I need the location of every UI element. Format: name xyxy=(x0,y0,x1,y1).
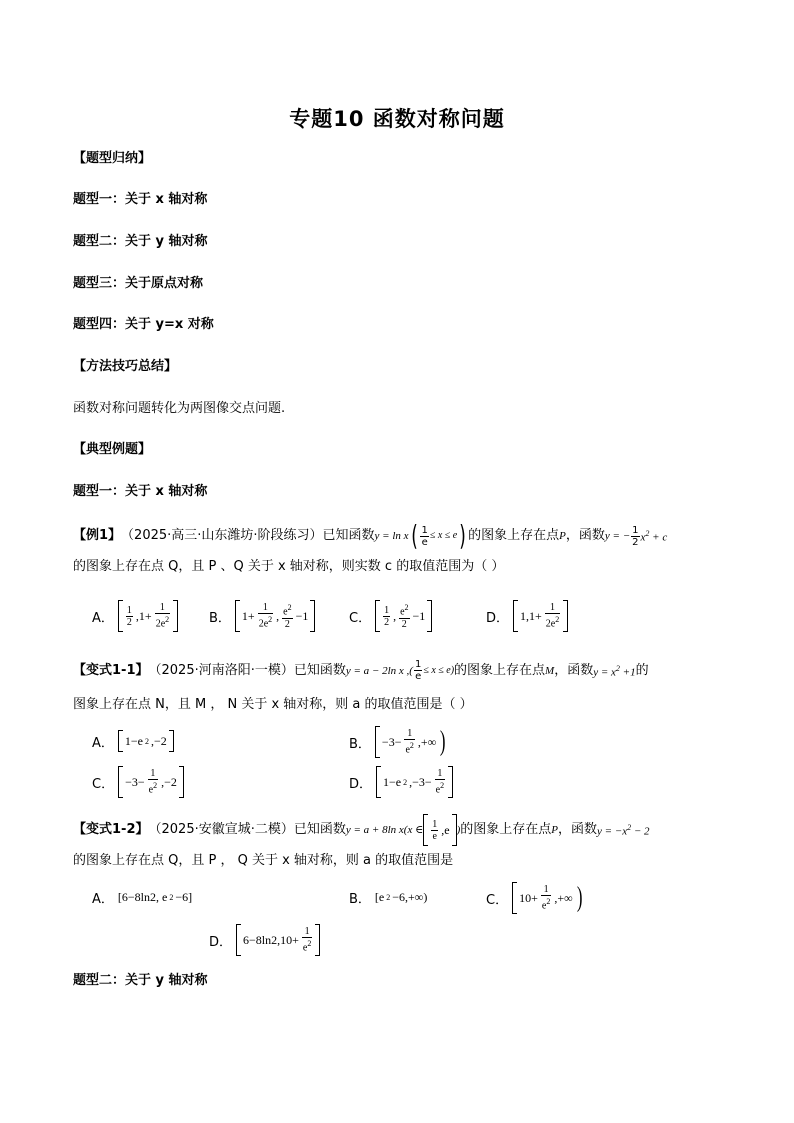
variant11-text-a: 已知函数 xyxy=(293,662,346,678)
option-interval: −3− $\frac{1}{e^2}$ ,+∞ ) xyxy=(375,726,448,758)
option-label: C． xyxy=(349,610,372,626)
example1-text-c: ，函数 xyxy=(565,528,605,543)
example1-option-b[interactable] xyxy=(209,600,315,632)
option-label: A． xyxy=(92,735,114,751)
variant12-option-a[interactable] xyxy=(92,888,192,907)
type-item-3: 题型三：关于原点对称 xyxy=(73,276,204,291)
paren-right: ) xyxy=(459,519,466,552)
variant12-line2: 的图象上存在点 Q，且 P ， Q 关于 x 轴对称，则 a 的取值范围是 xyxy=(73,853,454,868)
option-label: D． xyxy=(209,934,233,950)
option-label: C． xyxy=(486,892,509,908)
option-label: A． xyxy=(92,892,114,907)
example1-line1 xyxy=(73,519,668,552)
type-item-4: 题型四：关于 y=x 对称 xyxy=(73,317,214,332)
example1-option-c[interactable] xyxy=(349,600,432,632)
type-item-1: 题型一：关于 x 轴对称 xyxy=(73,192,208,207)
option-label: B． xyxy=(209,610,231,626)
example1-option-d[interactable] xyxy=(486,600,568,632)
fraction: $\frac{1}{e}$ xyxy=(414,659,422,682)
variant11-option-b[interactable] xyxy=(349,726,448,758)
example1-tag: 【例1】 xyxy=(73,528,122,543)
option-label: A． xyxy=(92,610,114,626)
variant11-option-a[interactable] xyxy=(92,730,174,752)
section-method-heading: 【方法技巧总结】 xyxy=(73,359,178,374)
domain-interval: $\frac{1}{e}$ ,e xyxy=(423,814,456,846)
example1-formula-2b: $x^2 + c$ xyxy=(640,529,668,544)
point-p: P xyxy=(551,824,558,836)
option-interval: 1,1+ $\frac{1}{2e^2}$ xyxy=(513,600,568,632)
option-interval: 1+ $\frac{1}{2e^2}$ , $\frac{e^2}{2}$ −1 xyxy=(235,600,315,632)
variant11-option-d[interactable] xyxy=(349,766,453,798)
variant11-formula-1: y = a − 2ln x ,( xyxy=(345,664,413,677)
variant11-text-d: 的 xyxy=(635,662,649,678)
option-label: D． xyxy=(486,610,510,626)
variant11-line1 xyxy=(73,659,649,682)
variant11-line2: 图象上存在点 N，且 M ， N 关于 x 轴对称，则 a 的取值范围是（ ） xyxy=(73,697,473,712)
fraction: $\frac{1}{e}$ xyxy=(421,524,428,548)
example1-source: （2025·高三·山东潍坊·阶段练习） xyxy=(121,528,323,543)
example1-line2: 的图象上存在点 Q，且 P 、Q 关于 x 轴对称，则实数 c 的取值范围为（ ） xyxy=(73,559,505,574)
example1-text-b: 的图象上存在点 xyxy=(468,528,560,543)
variant12-text-b: 的图象上存在点 xyxy=(460,822,552,837)
option-label: C． xyxy=(92,776,115,792)
option-interval: 6−8ln2,10+ $\frac{1}{e^2}$ xyxy=(236,924,320,956)
example1-formula-1: y = ln x xyxy=(374,530,409,542)
paren-left: ( xyxy=(410,519,418,552)
type2-heading: 题型二：关于 y 轴对称 xyxy=(73,973,208,988)
variant11-formula-2: $y = x^2 +1$ xyxy=(593,663,636,679)
point-m: M xyxy=(545,664,555,677)
variant12-option-c[interactable] xyxy=(486,882,584,914)
option-interval: [e 2 −6,+∞) xyxy=(374,890,428,904)
option-label: B． xyxy=(349,736,371,752)
fraction: $\frac{1}{2}$ xyxy=(632,524,639,548)
example1-formula-2: y = − xyxy=(604,530,631,542)
type1-heading: 题型一：关于 x 轴对称 xyxy=(73,484,208,499)
variant12-tag: 【变式1-2】 xyxy=(73,822,149,837)
inequality: ≤ x ≤ e) xyxy=(423,664,455,676)
variant11-option-c[interactable] xyxy=(92,766,184,798)
variant11-source: （2025·河南洛阳·一模） xyxy=(148,662,294,678)
variant12-text-c: ，函数 xyxy=(557,822,597,837)
page-title: 专题10 函数对称问题 xyxy=(289,107,505,131)
variant11-text-c: ，函数 xyxy=(554,662,594,678)
section-summary-heading: 【题型归纳】 xyxy=(73,151,152,166)
option-label: B． xyxy=(349,892,371,907)
option-interval: 10+ $\frac{1}{e^2}$ ,+∞ ) xyxy=(512,882,584,914)
example1-text-a: 已知函数 xyxy=(322,528,375,543)
inequality: ≤ x ≤ e xyxy=(429,530,458,541)
variant12-line1 xyxy=(73,814,650,846)
type-item-2: 题型二：关于 y 轴对称 xyxy=(73,234,208,249)
method-text: 函数对称问题转化为两图像交点问题. xyxy=(73,401,286,416)
option-interval: $\frac{1}{2}$ , $\frac{e^2}{2}$ −1 xyxy=(375,600,432,632)
section-examples-heading: 【典型例题】 xyxy=(73,442,152,457)
variant11-tag: 【变式1-1】 xyxy=(73,662,149,678)
variant11-text-b: 的图象上存在点 xyxy=(454,662,546,678)
variant12-text-a: 已知函数 xyxy=(293,822,346,837)
variant12-formula-2: $y = -x^2 - 2$ xyxy=(597,823,650,838)
option-interval: [6−8ln2, e 2 −6] xyxy=(117,890,193,904)
paren-close: ) xyxy=(456,824,461,836)
point-p: P xyxy=(559,530,566,542)
variant12-source: （2025·安徽宣城·二模） xyxy=(148,822,294,837)
option-label: D． xyxy=(349,776,373,792)
variant12-option-d[interactable] xyxy=(209,924,320,956)
option-interval: 1−e 2 ,−3− $\frac{1}{e^2}$ xyxy=(376,766,453,798)
variant12-formula-1: y = a + 8ln x(x ∈ xyxy=(345,824,424,836)
option-interval: $\frac{1}{2}$ ,1+ $\frac{1}{2e^2}$ xyxy=(118,600,178,632)
variant12-option-b[interactable] xyxy=(349,888,427,907)
option-interval: −3− $\frac{1}{e^2}$ ,−2 xyxy=(118,766,184,798)
option-interval: 1−e 2 ,−2 xyxy=(118,730,174,752)
example1-option-a[interactable] xyxy=(92,600,178,632)
